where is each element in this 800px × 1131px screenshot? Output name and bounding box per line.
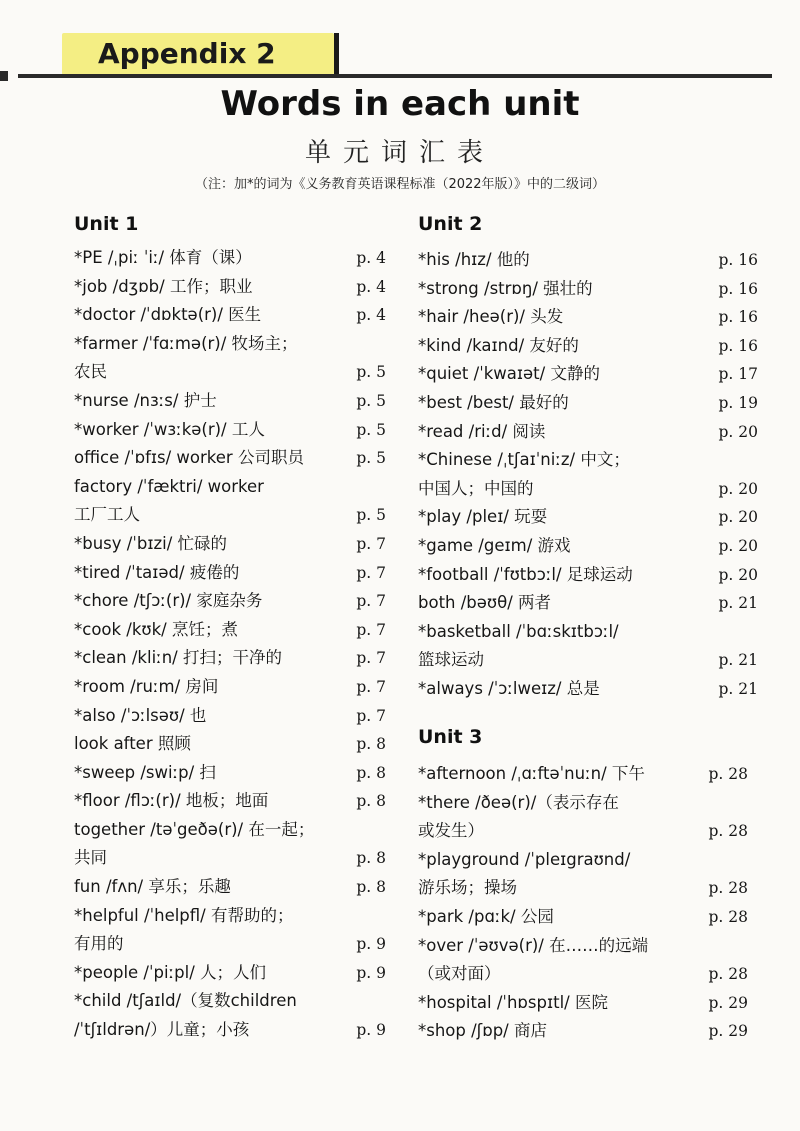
word-entry (74, 873, 386, 902)
word-text: *play /pleɪ/ 玩耍 (418, 507, 548, 527)
word-entry (418, 989, 748, 1018)
word-entry (418, 418, 758, 447)
word-text-continued: 或发生） (418, 821, 484, 841)
word-entry (74, 702, 386, 731)
page-reference: p. 5 (356, 391, 386, 410)
word-text: *hospital /ˈhɒspɪtl/ 医院 (418, 992, 608, 1012)
page-reference: p. 21 (718, 679, 758, 698)
word-entry (74, 273, 386, 302)
page-reference: p. 8 (356, 735, 386, 754)
page-reference: p. 28 (708, 822, 748, 841)
word-entry (418, 303, 758, 332)
page-reference: p. 9 (356, 963, 386, 982)
page-reference: p. 28 (708, 965, 748, 984)
word-text-continued: 有用的 (74, 934, 124, 954)
page-reference: p. 8 (356, 792, 386, 811)
page-reference: p. 16 (718, 308, 758, 327)
page-reference: p. 5 (356, 363, 386, 382)
page-reference: p. 7 (356, 534, 386, 553)
word-text: *football /ˈfʊtbɔːl/ 足球运动 (418, 564, 633, 584)
word-text: both /bəʊθ/ 两者 (418, 593, 552, 613)
page-reference: p. 5 (356, 420, 386, 439)
page-reference: p. 20 (718, 565, 758, 584)
word-text-continued: /ˈtʃɪldrən/）儿童；小孩 (74, 1020, 250, 1040)
word-entry (74, 644, 386, 673)
word-text: *sweep /swiːp/ 扫 (74, 762, 216, 782)
page-reference: p. 21 (718, 594, 758, 613)
word-entry (74, 473, 386, 530)
word-text: *his /hɪz/ 他的 (418, 250, 530, 269)
word-entry (418, 246, 758, 275)
word-entry (74, 301, 386, 330)
word-text: *park /pɑːk/ 公园 (418, 906, 554, 926)
word-entry (74, 244, 386, 273)
unit3-heading: Unit 3 (418, 726, 483, 748)
word-entry (74, 387, 386, 416)
word-text-continued: 游乐场；操场 (418, 878, 517, 898)
word-text: *game /geɪm/ 游戏 (418, 535, 571, 555)
word-entry (418, 789, 748, 846)
word-entry (74, 787, 386, 816)
word-text: *floor /flɔː(r)/ 地板；地面 (74, 791, 269, 811)
page-reference: p. 7 (356, 649, 386, 668)
page-reference: p. 8 (356, 763, 386, 782)
page-reference: p. 20 (718, 479, 758, 498)
word-entry (418, 760, 748, 789)
word-entry (74, 416, 386, 445)
word-entry (74, 959, 386, 988)
word-entry (418, 618, 758, 675)
unit2-word-list (418, 246, 758, 704)
word-text: *playground /ˈpleɪgraʊnd/ (418, 849, 631, 869)
word-entry (418, 846, 748, 903)
word-text: *farmer /ˈfɑːmə(r)/ 牧场主； (74, 333, 298, 353)
page-reference: p. 8 (356, 878, 386, 897)
word-entry (74, 730, 386, 759)
word-text: *best /best/ 最好的 (418, 392, 569, 412)
page-reference: p. 29 (708, 1022, 748, 1041)
word-text: *helpful /ˈhelpfl/ 有帮助的； (74, 905, 294, 925)
word-entry (418, 332, 758, 361)
word-text-continued: 篮球运动 (418, 650, 484, 670)
word-entry (418, 503, 758, 532)
word-entry (74, 987, 386, 1044)
header-rule-tick (0, 71, 8, 81)
page-reference: p. 20 (718, 422, 758, 441)
word-text: *hair /heə(r)/ 头发 (418, 307, 564, 327)
page-reference: p. 17 (718, 365, 758, 384)
page-reference: p. 28 (708, 879, 748, 898)
page-reference: p. 21 (718, 651, 758, 670)
word-text: *strong /strɒŋ/ 强壮的 (418, 278, 593, 298)
appendix-label: Appendix 2 (62, 33, 334, 75)
word-text-continued: 工厂工人 (74, 505, 140, 525)
word-entry (74, 559, 386, 588)
word-text: *over /ˈəʊvə(r)/ 在……的远端 (418, 935, 649, 955)
word-text: *also /ˈɔːlsəʊ/ 也 (74, 705, 207, 725)
word-entry (74, 673, 386, 702)
unit1-heading: Unit 1 (74, 213, 139, 235)
page-reference: p. 7 (356, 563, 386, 582)
page-reference: p. 5 (356, 506, 386, 525)
word-text: *there /ðeə(r)/（表示存在 (418, 792, 619, 812)
word-text: *chore /tʃɔː(r)/ 家庭杂务 (74, 591, 263, 611)
word-text: *clean /kliːn/ 打扫；干净的 (74, 648, 282, 668)
word-entry (74, 330, 386, 387)
page-reference: p. 8 (356, 849, 386, 868)
page-reference: p. 16 (718, 336, 758, 355)
word-text: *job /dʒɒb/ 工作；职业 (74, 276, 253, 296)
unit2-heading: Unit 2 (418, 213, 483, 235)
word-entry (74, 816, 386, 873)
page-reference: p. 9 (356, 935, 386, 954)
word-text: *quiet /ˈkwaɪət/ 文静的 (418, 364, 600, 384)
word-entry (418, 589, 758, 618)
word-entry (418, 275, 758, 304)
word-entry (418, 532, 758, 561)
word-text: factory /ˈfæktri/ worker (74, 476, 264, 496)
word-text: look after 照顾 (74, 734, 191, 754)
word-text-continued: 中国人；中国的 (418, 478, 534, 498)
chinese-title: 单元词汇表 (304, 138, 495, 168)
page-reference: p. 16 (718, 251, 758, 269)
word-entry (74, 759, 386, 788)
page-reference: p. 7 (356, 592, 386, 611)
word-entry (418, 903, 748, 932)
page-reference: p. 28 (708, 907, 748, 926)
appendix-bar (334, 33, 339, 75)
page-reference: p. 20 (718, 508, 758, 527)
word-entry (418, 675, 758, 704)
word-entry (74, 530, 386, 559)
page-reference: p. 20 (718, 536, 758, 555)
word-text: *afternoon /ˌɑːftəˈnuːn/ 下午 (418, 764, 645, 783)
word-text: *Chinese /ˌtʃaɪˈniːz/ 中文； (418, 450, 630, 470)
word-entry (418, 561, 758, 590)
word-text-continued: 农民 (74, 362, 107, 382)
page-reference: p. 9 (356, 1021, 386, 1040)
word-text: *busy /ˈbɪzi/ 忙碌的 (74, 533, 228, 553)
word-text: together /təˈgeðə(r)/ 在一起； (74, 819, 315, 839)
word-text: *always /ˈɔːlweɪz/ 总是 (418, 678, 600, 698)
word-text: *tired /ˈtaɪəd/ 疲倦的 (74, 562, 240, 582)
word-text: fun /fʌn/ 享乐；乐趣 (74, 877, 231, 897)
word-entry (74, 587, 386, 616)
page-title: Words in each unit (220, 84, 580, 124)
word-entry (74, 902, 386, 959)
word-text: *room /ruːm/ 房间 (74, 676, 219, 696)
page-reference: p. 29 (708, 993, 748, 1012)
word-entry (418, 446, 758, 503)
page-reference: p. 7 (356, 620, 386, 639)
word-text-continued: （或对面） (418, 964, 501, 984)
page-reference: p. 4 (356, 249, 386, 267)
word-text: *worker /ˈwɜːkə(r)/ 工人 (74, 419, 265, 439)
page-reference: p. 7 (356, 677, 386, 696)
page-reference: p. 28 (708, 765, 748, 783)
word-entry (74, 444, 386, 473)
word-text: *doctor /ˈdɒktə(r)/ 医生 (74, 305, 262, 325)
word-text: *read /riːd/ 阅读 (418, 421, 546, 441)
word-text: office /ˈɒfɪs/ worker 公司职员 (74, 448, 304, 468)
word-entry (74, 616, 386, 645)
header-rule (18, 74, 772, 78)
page-reference: p. 4 (356, 306, 386, 325)
page-reference: p. 7 (356, 706, 386, 725)
word-entry (418, 389, 758, 418)
word-text: *people /ˈpiːpl/ 人；人们 (74, 962, 266, 982)
word-text: *shop /ʃɒp/ 商店 (418, 1021, 547, 1041)
page-reference: p. 19 (718, 393, 758, 412)
word-text: *nurse /nɜːs/ 护士 (74, 390, 217, 410)
word-entry (418, 1017, 748, 1046)
word-text: *cook /kʊk/ 烹饪；煮 (74, 619, 238, 639)
word-text-continued: 共同 (74, 848, 107, 868)
unit3-word-list (418, 760, 748, 1046)
word-entry (418, 360, 758, 389)
page-reference: p. 16 (718, 279, 758, 298)
standard-note: （注：加*的词为《义务教育英语课程标准（2022年版）》中的二级词） (194, 177, 606, 192)
word-text: *PE /ˌpiː ˈiː/ 体育（课） (74, 248, 252, 267)
word-entry (418, 932, 748, 989)
word-text: *child /tʃaɪld/（复数children (74, 991, 297, 1011)
word-text: *kind /kaɪnd/ 友好的 (418, 335, 579, 355)
page-reference: p. 5 (356, 449, 386, 468)
page-reference: p. 4 (356, 277, 386, 296)
unit1-word-list (74, 244, 386, 1045)
word-text: *basketball /ˈbɑːskɪtbɔːl/ (418, 621, 619, 641)
